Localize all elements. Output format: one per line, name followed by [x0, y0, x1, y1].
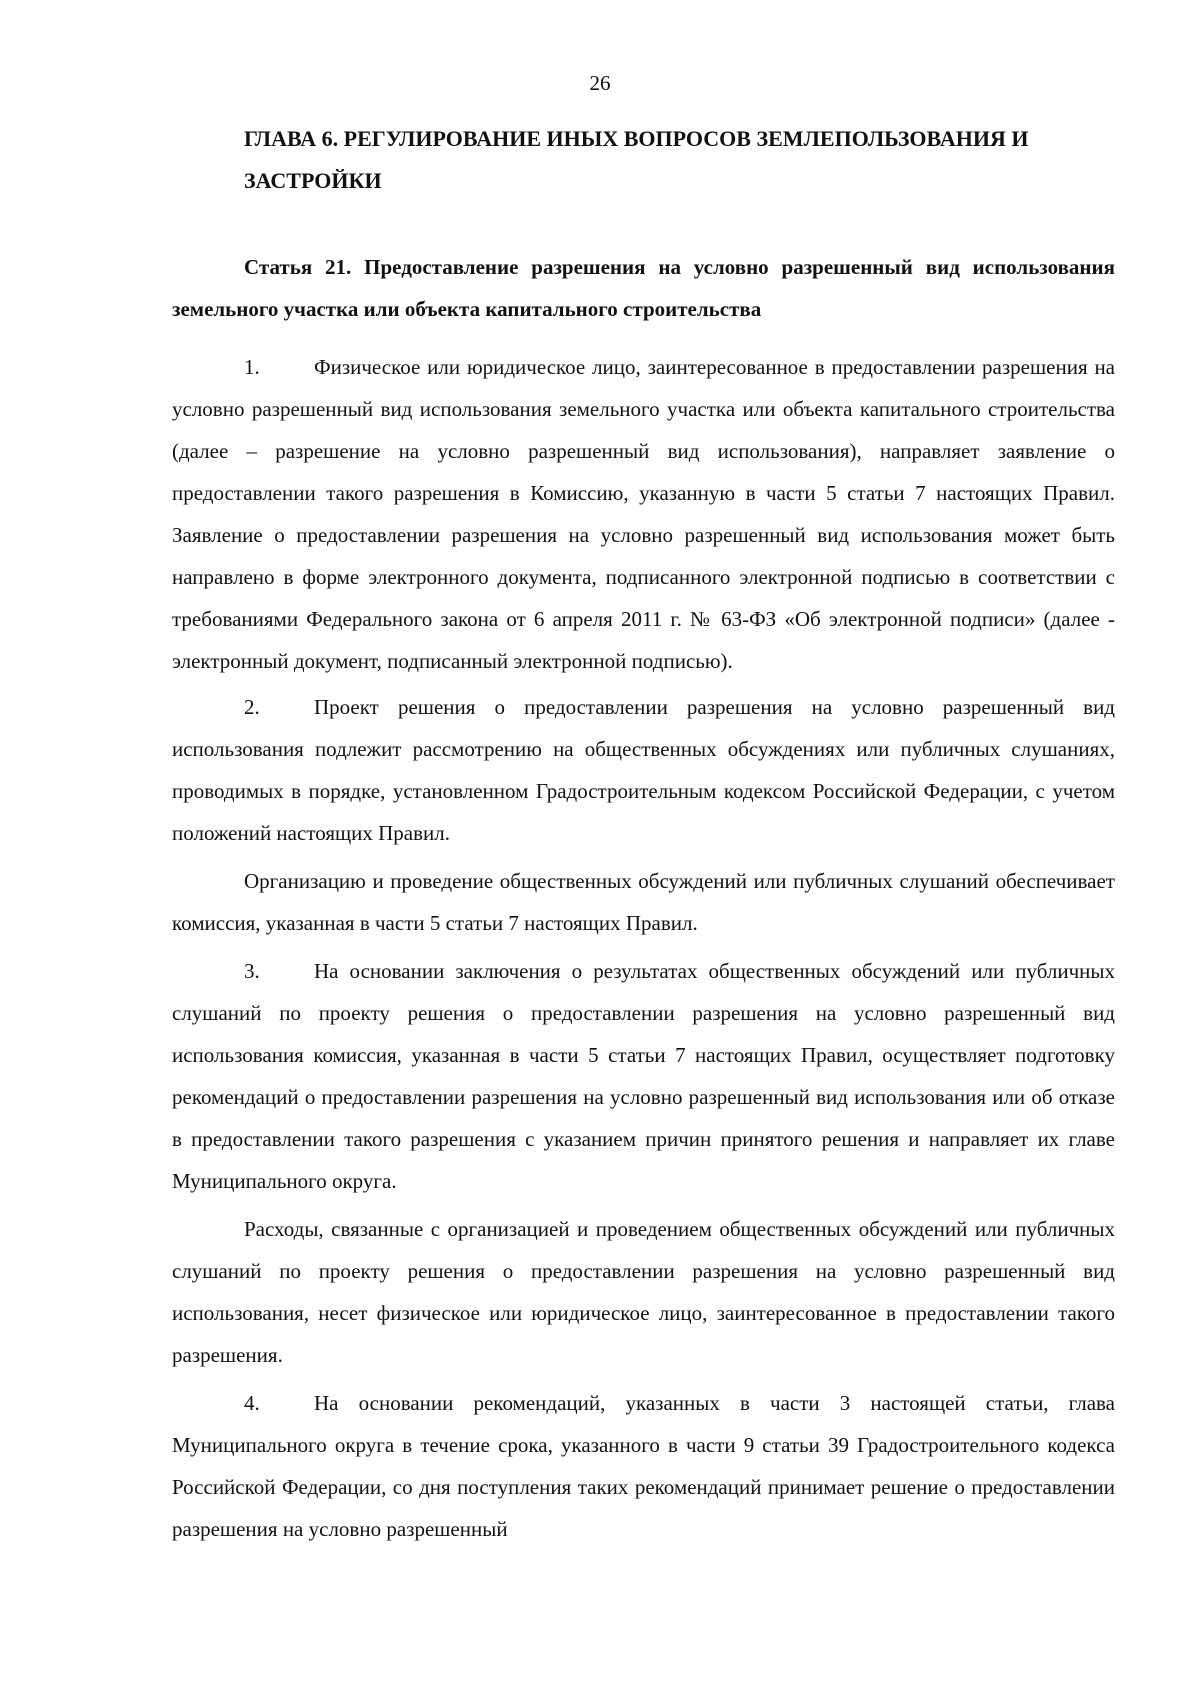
paragraph-1 — [172, 346, 1115, 682]
paragraph-2-continuation-text: Организацию и проведение общественных обсуждений или публичных слушаний обеспечивает комиссия, указанная в части 5 статьи 7 настоящих Правил. — [172, 869, 1115, 935]
paragraph-3-continuation-text: Расходы, связанные с организацией и проведением общественных обсуждений или публичных слушаний по проекту решения о предоставлении разрешения на условно разрешенный вид использования, несет физическое или юридическое лицо, заинтересованное в предоставлении такого разрешения. — [172, 1217, 1115, 1367]
paragraph-2 — [172, 686, 1115, 854]
paragraph-3-continuation — [172, 1208, 1115, 1376]
paragraph-2-number: 2. — [244, 695, 260, 719]
document-body — [172, 118, 1115, 1554]
paragraph-3 — [172, 950, 1115, 1202]
paragraph-3-number: 3. — [244, 959, 260, 983]
paragraph-4-number: 4. — [244, 1391, 260, 1415]
paragraph-1-text: Физическое или юридическое лицо, заинтересованное в предоставлении разрешения на условно разрешенный вид использования земельного участка или объекта капитального строительства (далее – разрешение на условно разрешенный вид использования), направляет заявление о предоставлении такого разрешения в Комиссию, указанную в части 5 статьи 7 настоящих Правил. Заявление о предоставлении разрешения на условно разрешенный вид использования может быть направлено в форме электронного документа, подписанного электронной подписью в соответствии с требованиями Федерального закона от 6 апреля 2011 г. № 63-ФЗ «Об электронной подписи» (далее - электронный документ, подписанный электронной подписью). — [172, 355, 1115, 673]
paragraph-2-continuation — [172, 860, 1115, 944]
paragraph-4 — [172, 1382, 1115, 1550]
article-title: Статья 21. Предоставление разрешения на условно разрешенный вид использования земельного участка или объекта капитального строительства — [172, 255, 1115, 321]
paragraph-4-text: На основании рекомендаций, указанных в части 3 настоящей статьи, глава Муниципального округа в течение срока, указанного в части 9 статьи 39 Градостроительного кодекса Российской Федерации, со дня поступления таких рекомендаций принимает решение о предоставлении разрешения на условно разрешенный — [172, 1391, 1115, 1541]
chapter-title: ГЛАВА 6. РЕГУЛИРОВАНИЕ ИНЫХ ВОПРОСОВ ЗЕМЛЕПОЛЬЗОВАНИЯ И ЗАСТРОЙКИ — [244, 126, 1029, 193]
paragraph-3-text: На основании заключения о результатах общественных обсуждений или публичных слушаний по проекту решения о предоставлении разрешения на условно разрешенный вид использования комиссия, указанная в части 5 статьи 7 настоящих Правил, осуществляет подготовку рекомендаций о предоставлении разрешения на условно разрешенный вид использования или об отказе в предоставлении такого разрешения с указанием причин принятого решения и направляет их главе Муниципального округа. — [172, 959, 1115, 1193]
paragraph-1-number: 1. — [244, 355, 260, 379]
page-number: 26 — [589, 71, 611, 95]
paragraph-2-text: Проект решения о предоставлении разрешения на условно разрешенный вид использования подлежит рассмотрению на общественных обсуждениях или публичных слушаниях, проводимых в порядке, установленном Градостроительным кодексом Российской Федерации, с учетом положений настоящих Правил. — [172, 695, 1115, 845]
